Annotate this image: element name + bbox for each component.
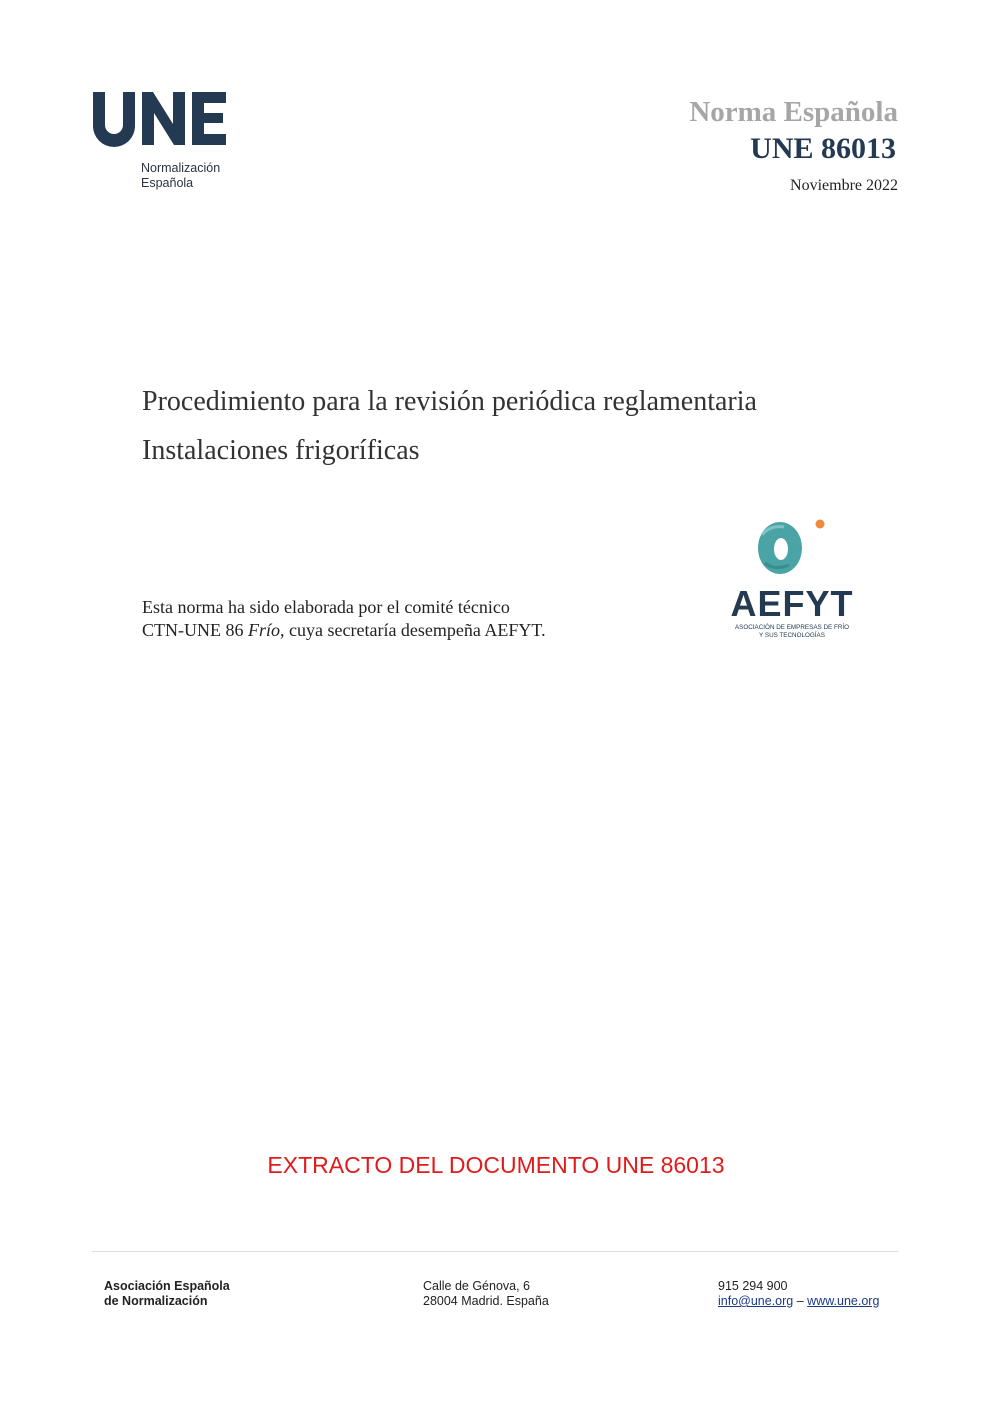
une-logo-sub-line2: Española xyxy=(141,176,194,190)
footer-organization xyxy=(104,1279,230,1309)
une-logo-subtitle xyxy=(141,161,220,191)
email-link[interactable]: info@une.org xyxy=(718,1294,794,1308)
footer-divider xyxy=(92,1251,898,1252)
svg-text:AEFYT: AEFYT xyxy=(730,583,854,624)
footer-addr-line1: Calle de Génova, 6 xyxy=(423,1279,531,1293)
footer-contact xyxy=(718,1279,879,1309)
norma-number: UNE 86013 xyxy=(750,132,896,165)
norma-label: Norma Española xyxy=(689,96,898,128)
publication-date: Noviembre 2022 xyxy=(790,177,898,194)
footer-addr-line2: 28004 Madrid. España xyxy=(423,1294,549,1308)
document-subtitle: Instalaciones frigoríficas xyxy=(142,435,420,466)
une-logo-sub-line1: Normalización xyxy=(141,161,221,175)
footer-links xyxy=(718,1294,879,1309)
footer-org-line2: de Normalización xyxy=(104,1294,208,1308)
document-title: Procedimiento para la revisión periódica reglamentaria xyxy=(142,386,757,417)
extract-banner: EXTRACTO DEL DOCUMENTO UNE 86013 xyxy=(267,1152,725,1178)
footer-address xyxy=(423,1279,549,1309)
committee-line2 xyxy=(142,619,546,642)
footer-link-separator: – xyxy=(793,1294,808,1308)
committee-secretariat: , cuya secretaría desempeña AEFYT. xyxy=(280,620,546,640)
footer-phone: 915 294 900 xyxy=(718,1279,788,1293)
committee-name: Frío xyxy=(248,620,281,640)
aefyt-tagline-line1: ASOCIACIÓN DE EMPRESAS DE FRÍO xyxy=(734,624,850,631)
committee-code: CTN-UNE 86 xyxy=(142,620,248,640)
committee-line1: Esta norma ha sido elaborada por el comité técnico xyxy=(142,597,510,617)
website-link[interactable]: www.une.org xyxy=(807,1294,880,1308)
aefyt-logo xyxy=(720,515,865,645)
footer-org-line1: Asociación Española xyxy=(104,1279,230,1293)
aefyt-tagline-line2: Y SUS TECNOLOGÍAS xyxy=(759,632,825,639)
committee-statement xyxy=(142,596,546,642)
